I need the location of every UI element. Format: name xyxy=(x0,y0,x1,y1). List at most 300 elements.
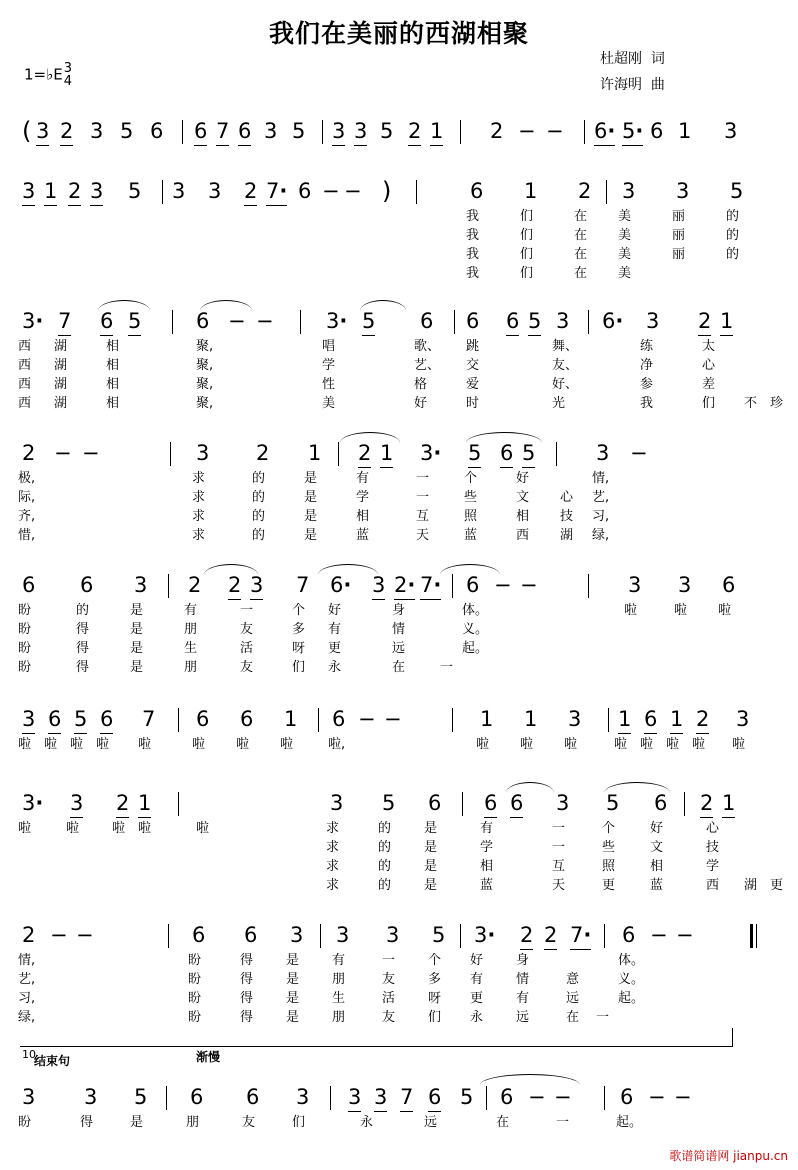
lyric: 相 xyxy=(106,396,120,411)
lyric: 美 xyxy=(618,209,632,224)
lyric: 意 xyxy=(566,972,580,987)
lyric: 的 xyxy=(726,247,740,262)
lyric: 更 xyxy=(770,878,784,893)
lyric: 西 xyxy=(18,358,32,373)
lyric: 一 xyxy=(596,1010,610,1025)
system-5 xyxy=(0,572,798,678)
lyric: 相 xyxy=(480,859,494,874)
lyric: 啦 xyxy=(476,737,490,752)
note: 5 xyxy=(468,440,481,468)
note: 5 xyxy=(74,706,87,734)
system-4-lyrics-2 xyxy=(0,489,798,508)
system-7-lyrics-3 xyxy=(0,858,798,877)
barline xyxy=(168,574,169,598)
lyric: 在 xyxy=(566,1010,580,1025)
note: 5 xyxy=(380,119,394,143)
lyric: 格 xyxy=(414,377,428,392)
note: 3 xyxy=(596,441,610,465)
lyric: 学 xyxy=(706,859,720,874)
lyric: 好 xyxy=(328,603,342,618)
note: 3 xyxy=(556,791,570,815)
note: 6 · xyxy=(602,308,623,334)
ending-phrase-superscript: 10 xyxy=(22,1048,36,1061)
lyric: 一 xyxy=(552,840,566,855)
note: 6 xyxy=(466,573,480,597)
note-dash: − xyxy=(648,1085,666,1109)
note-dash: − xyxy=(76,923,94,947)
barline xyxy=(460,924,461,948)
note: 5 xyxy=(606,791,620,815)
lyric: 朋 xyxy=(332,1010,346,1025)
lyric: 照 xyxy=(602,859,616,874)
lyric: 求 xyxy=(192,528,206,543)
time-denominator: 4 xyxy=(63,74,72,89)
barline xyxy=(460,120,461,144)
repeat-close-paren: ) xyxy=(382,177,392,205)
note: 3 xyxy=(724,119,738,143)
note-dash: − xyxy=(528,1085,546,1109)
lyric: 性 xyxy=(322,377,336,392)
system-2-lyrics-3 xyxy=(0,246,798,265)
lyric: 惜, xyxy=(18,528,36,543)
lyric: 珍 xyxy=(770,396,784,411)
end-barline xyxy=(750,924,757,948)
barline xyxy=(556,442,557,466)
barline xyxy=(604,924,605,948)
lyric: 啦 xyxy=(674,603,688,618)
note: 6 xyxy=(650,119,664,143)
note: 3 xyxy=(134,573,148,597)
credits xyxy=(600,46,665,98)
system-9 xyxy=(0,1084,798,1133)
note: 7 · xyxy=(570,922,591,950)
note: 6 xyxy=(298,179,312,203)
lyric: 啦 xyxy=(18,821,32,836)
note: 6 xyxy=(192,923,206,947)
lyric: 盼 xyxy=(18,1115,32,1130)
lyric: 好 xyxy=(650,821,664,836)
note: 2 xyxy=(68,178,81,206)
note: 6 xyxy=(196,309,210,333)
lyric: 朋 xyxy=(184,622,198,637)
lyric: 啦 xyxy=(96,737,110,752)
lyric: 友 xyxy=(240,622,254,637)
lyric: 一 xyxy=(416,490,430,505)
lyric: 啦 xyxy=(564,737,578,752)
lyric: 生 xyxy=(332,991,346,1006)
note: 1 xyxy=(284,707,298,731)
lyric: 艺, xyxy=(18,972,36,987)
note-dash: − xyxy=(322,179,340,203)
lyric: 美 xyxy=(618,266,632,281)
note: 5 xyxy=(128,179,142,203)
note: 1 xyxy=(138,790,151,818)
note: 1 xyxy=(430,118,443,146)
lyric: 相 xyxy=(106,377,120,392)
lyric: 一 xyxy=(556,1115,570,1130)
lyric: 得 xyxy=(240,1010,254,1025)
note: 3 xyxy=(22,1085,36,1109)
barline xyxy=(452,574,453,598)
lyric: 得 xyxy=(76,622,90,637)
lyric: 得 xyxy=(76,641,90,656)
note: 3 xyxy=(622,179,636,203)
note: 6 xyxy=(428,791,442,815)
lyric: 求 xyxy=(192,509,206,524)
lyric: 极, xyxy=(18,471,36,486)
lyric: 相 xyxy=(106,358,120,373)
note: 5 xyxy=(528,308,541,336)
lyric: 聚, xyxy=(196,358,214,373)
lyric: 艺、 xyxy=(414,358,441,373)
lyric: 啦 xyxy=(640,737,654,752)
lyric: 的 xyxy=(378,859,392,874)
note: 1 xyxy=(480,707,494,731)
key-time-signature xyxy=(24,62,72,88)
note-dash: − xyxy=(676,923,694,947)
lyric: 啦 xyxy=(692,737,706,752)
note-dash: − xyxy=(50,923,68,947)
lyric: 活 xyxy=(240,641,254,656)
lyric: 情, xyxy=(592,471,610,486)
lyric: 个 xyxy=(602,821,616,836)
note: 6 xyxy=(428,1084,441,1112)
note: 6 · xyxy=(594,118,615,146)
lyric: 友 xyxy=(382,1010,396,1025)
lyric: 技 xyxy=(706,840,720,855)
lyric: 是 xyxy=(424,859,438,874)
note: 2 xyxy=(578,179,592,203)
system-4-notes xyxy=(0,440,798,470)
barline xyxy=(584,120,585,144)
barline xyxy=(588,310,589,334)
system-3-lyrics-1 xyxy=(0,338,798,357)
lyric: 天 xyxy=(416,528,430,543)
note: 3 xyxy=(386,923,400,947)
barline xyxy=(588,574,589,598)
lyric: 我 xyxy=(466,247,480,262)
lyricist-credit: 杜超刚 词 xyxy=(600,51,665,67)
barline xyxy=(608,708,609,732)
lyric: 体。 xyxy=(618,953,645,968)
note-dash: − xyxy=(520,573,538,597)
system-3 xyxy=(0,308,798,414)
note: 3 xyxy=(676,179,690,203)
lyric: 丽 xyxy=(672,247,686,262)
lyric: 技 xyxy=(560,509,574,524)
lyric: 求 xyxy=(326,821,340,836)
lyric: 有 xyxy=(516,991,530,1006)
lyric: 一 xyxy=(416,471,430,486)
lyric: 西 xyxy=(18,396,32,411)
note: 2 xyxy=(700,790,713,818)
barline xyxy=(172,310,173,334)
lyric: 文 xyxy=(516,490,530,505)
note-dash: − xyxy=(650,923,668,947)
lyric: 是 xyxy=(286,953,300,968)
note: 6 xyxy=(80,573,94,597)
lyric: 的 xyxy=(726,228,740,243)
barline xyxy=(606,180,607,204)
note: 6 xyxy=(470,179,484,203)
lyric: 西 xyxy=(18,377,32,392)
note: 1 xyxy=(308,441,322,465)
note: 6 xyxy=(500,440,513,468)
note: 3 xyxy=(736,707,750,731)
lyric: 啦 xyxy=(18,737,32,752)
note: 7 xyxy=(58,308,71,336)
lyric: 个 xyxy=(292,603,306,618)
lyric: 好、 xyxy=(552,377,579,392)
lyric: 有 xyxy=(356,471,370,486)
lyric: 是 xyxy=(304,471,318,486)
note: 7 · xyxy=(420,572,441,600)
lyric: 盼 xyxy=(18,660,32,675)
lyric: 在 xyxy=(574,209,588,224)
system-9-lyrics-1 xyxy=(0,1114,798,1133)
lyric: 我 xyxy=(466,228,480,243)
lyric: 丽 xyxy=(672,209,686,224)
note: 7 xyxy=(142,707,156,731)
lyric: 得 xyxy=(80,1115,94,1130)
system-4-lyrics-3 xyxy=(0,508,798,527)
lyric: 西 xyxy=(706,878,720,893)
note: 5 xyxy=(460,1085,474,1109)
lyric: 习, xyxy=(592,509,610,524)
note: 1 xyxy=(524,179,538,203)
lyric: 永 xyxy=(360,1115,374,1130)
note: 3 xyxy=(90,119,104,143)
lyric: 起。 xyxy=(616,1115,643,1130)
barline xyxy=(338,442,339,466)
system-8-lyrics-2 xyxy=(0,971,798,990)
system-5-lyrics-2 xyxy=(0,621,798,640)
lyric: 太 xyxy=(702,339,716,354)
lyric: 一 xyxy=(240,603,254,618)
lyric: 更 xyxy=(470,991,484,1006)
lyric: 是 xyxy=(130,622,144,637)
note: 2 xyxy=(22,441,36,465)
lyric: 们 xyxy=(520,228,534,243)
note: 3 · xyxy=(474,922,495,948)
lyric: 们 xyxy=(292,1115,306,1130)
lyric: 聚, xyxy=(196,396,214,411)
barline xyxy=(330,1086,331,1110)
lyric: 时 xyxy=(466,396,480,411)
lyric: 盼 xyxy=(188,991,202,1006)
note: 2 xyxy=(358,440,371,468)
lyric: 的 xyxy=(378,821,392,836)
note: 6 xyxy=(48,706,61,734)
system-6 xyxy=(0,706,798,755)
note: 6 xyxy=(510,790,523,818)
barline xyxy=(182,120,183,144)
lyric: 湖 xyxy=(54,377,68,392)
lyric: 我 xyxy=(466,209,480,224)
lyric: 湖 xyxy=(54,358,68,373)
note: 6 xyxy=(622,923,636,947)
lyric: 心 xyxy=(560,490,574,505)
note: 3 xyxy=(628,573,642,597)
lyric: 的 xyxy=(252,471,266,486)
lyric: 蓝 xyxy=(480,878,494,893)
lyric: 在 xyxy=(574,228,588,243)
ending-phrase-label: 结束句 xyxy=(34,1054,71,1068)
note: 1 xyxy=(722,790,735,818)
note: 6 xyxy=(506,308,519,336)
lyric: 情 xyxy=(392,622,406,637)
lyric: 们 xyxy=(520,247,534,262)
lyric: 蓝 xyxy=(650,878,664,893)
lyric: 盼 xyxy=(188,972,202,987)
note: 3 xyxy=(374,1084,387,1112)
repeat-open-paren: ( xyxy=(22,117,32,145)
lyric: 朋 xyxy=(332,972,346,987)
lyric: 的 xyxy=(252,509,266,524)
lyric: 有 xyxy=(184,603,198,618)
lyric: 体。 xyxy=(462,603,489,618)
lyric: 友 xyxy=(240,660,254,675)
lyric: 蓝 xyxy=(464,528,478,543)
lyric: 的 xyxy=(378,878,392,893)
note: 1 xyxy=(524,707,538,731)
lyric: 湖 xyxy=(54,339,68,354)
lyric: 啦 xyxy=(66,821,80,836)
lyric: 在 xyxy=(496,1115,510,1130)
note: 3 xyxy=(646,309,660,333)
lyric: 啦 xyxy=(732,737,746,752)
system-3-notes xyxy=(0,308,798,338)
note: 5 xyxy=(730,179,744,203)
note: 2 xyxy=(490,119,504,143)
lyric: 湖 xyxy=(744,878,758,893)
note: 3 xyxy=(208,179,222,203)
lyric: 得 xyxy=(240,972,254,987)
lyric: 啦 xyxy=(236,737,250,752)
note: 6 xyxy=(22,573,36,597)
system-5-lyrics-3 xyxy=(0,640,798,659)
lyric: 情, xyxy=(18,953,36,968)
note: 6 xyxy=(654,791,668,815)
note: 5 xyxy=(292,119,306,143)
note: 7 xyxy=(400,1084,413,1112)
lyric: 啦 xyxy=(520,737,534,752)
barline xyxy=(684,792,685,816)
lyric: 些 xyxy=(602,840,616,855)
lyric: 照 xyxy=(464,509,478,524)
system-7-notes xyxy=(0,790,798,820)
lyric: 啦 xyxy=(138,737,152,752)
footer-watermark: 歌谱简谱网 jianpu.cn xyxy=(669,1149,788,1163)
lyric: 齐, xyxy=(18,509,36,524)
barline xyxy=(170,442,171,466)
note: 6 xyxy=(100,706,113,734)
system-8-notes xyxy=(0,922,798,952)
note: 6 xyxy=(240,707,254,731)
lyric: 情 xyxy=(516,972,530,987)
note: 5 xyxy=(522,440,535,468)
lyric: 我 xyxy=(466,266,480,281)
note: 3 xyxy=(196,441,210,465)
composer-credit: 许海明 曲 xyxy=(600,77,665,93)
lyric: 更 xyxy=(328,641,342,656)
lyric: 爱 xyxy=(466,377,480,392)
lyric: 一 xyxy=(552,821,566,836)
system-5-lyrics-4 xyxy=(0,659,798,678)
lyric: 朋 xyxy=(186,1115,200,1130)
note: 5 xyxy=(432,923,446,947)
barline xyxy=(604,1086,605,1110)
lyric: 友、 xyxy=(552,358,579,373)
lyric: 是 xyxy=(130,641,144,656)
note: 3 xyxy=(70,790,83,818)
note: 6 xyxy=(332,707,346,731)
note-dash: − xyxy=(358,707,376,731)
note: 2 xyxy=(188,573,202,597)
lyric: 得 xyxy=(240,991,254,1006)
note-dash: − xyxy=(384,707,402,731)
system-7-lyrics-1 xyxy=(0,820,798,839)
system-5-notes xyxy=(0,572,798,602)
barline xyxy=(416,180,417,204)
lyric: 学 xyxy=(480,840,494,855)
lyric: 习, xyxy=(18,991,36,1006)
lyric: 歌、 xyxy=(414,339,441,354)
lyric: 净 xyxy=(640,358,654,373)
lyric: 是 xyxy=(130,1115,144,1130)
note: 1 xyxy=(380,440,393,468)
note: 1 xyxy=(670,706,683,734)
note: 3 xyxy=(348,1084,361,1112)
note: 7 · xyxy=(266,178,287,206)
system-8-lyrics-3 xyxy=(0,990,798,1009)
lyric: 相 xyxy=(650,859,664,874)
lyric: 好 xyxy=(516,471,530,486)
barline xyxy=(486,1086,487,1110)
note: 2 xyxy=(22,923,36,947)
lyric: 啦 xyxy=(718,603,732,618)
note: 6 xyxy=(420,309,434,333)
lyric: 好 xyxy=(414,396,428,411)
lyric: 心 xyxy=(706,821,720,836)
system-2 xyxy=(0,178,798,284)
lyric: 们 xyxy=(520,266,534,281)
system-6-lyrics-1 xyxy=(0,736,798,755)
note: 6 xyxy=(194,118,207,146)
lyric: 啦 xyxy=(138,821,152,836)
lyric: 起。 xyxy=(462,641,489,656)
lyric: 远 xyxy=(566,991,580,1006)
lyric: 的 xyxy=(252,490,266,505)
time-signature xyxy=(64,62,72,88)
lyric: 是 xyxy=(424,821,438,836)
lyric: 是 xyxy=(286,972,300,987)
lyric: 的 xyxy=(378,840,392,855)
lyric: 啦 xyxy=(192,737,206,752)
lyric: 美 xyxy=(618,247,632,262)
system-8 xyxy=(0,922,798,1028)
note: 3 xyxy=(678,573,692,597)
lyric: 们 xyxy=(292,660,306,675)
lyric: 得 xyxy=(76,660,90,675)
lyric: 是 xyxy=(304,528,318,543)
lyric: 多 xyxy=(428,972,442,987)
lyric: 有 xyxy=(328,622,342,637)
note-dash: − xyxy=(674,1085,692,1109)
lyric: 呀 xyxy=(292,641,306,656)
system-2-notes xyxy=(0,178,798,208)
lyric: 聚, xyxy=(196,377,214,392)
